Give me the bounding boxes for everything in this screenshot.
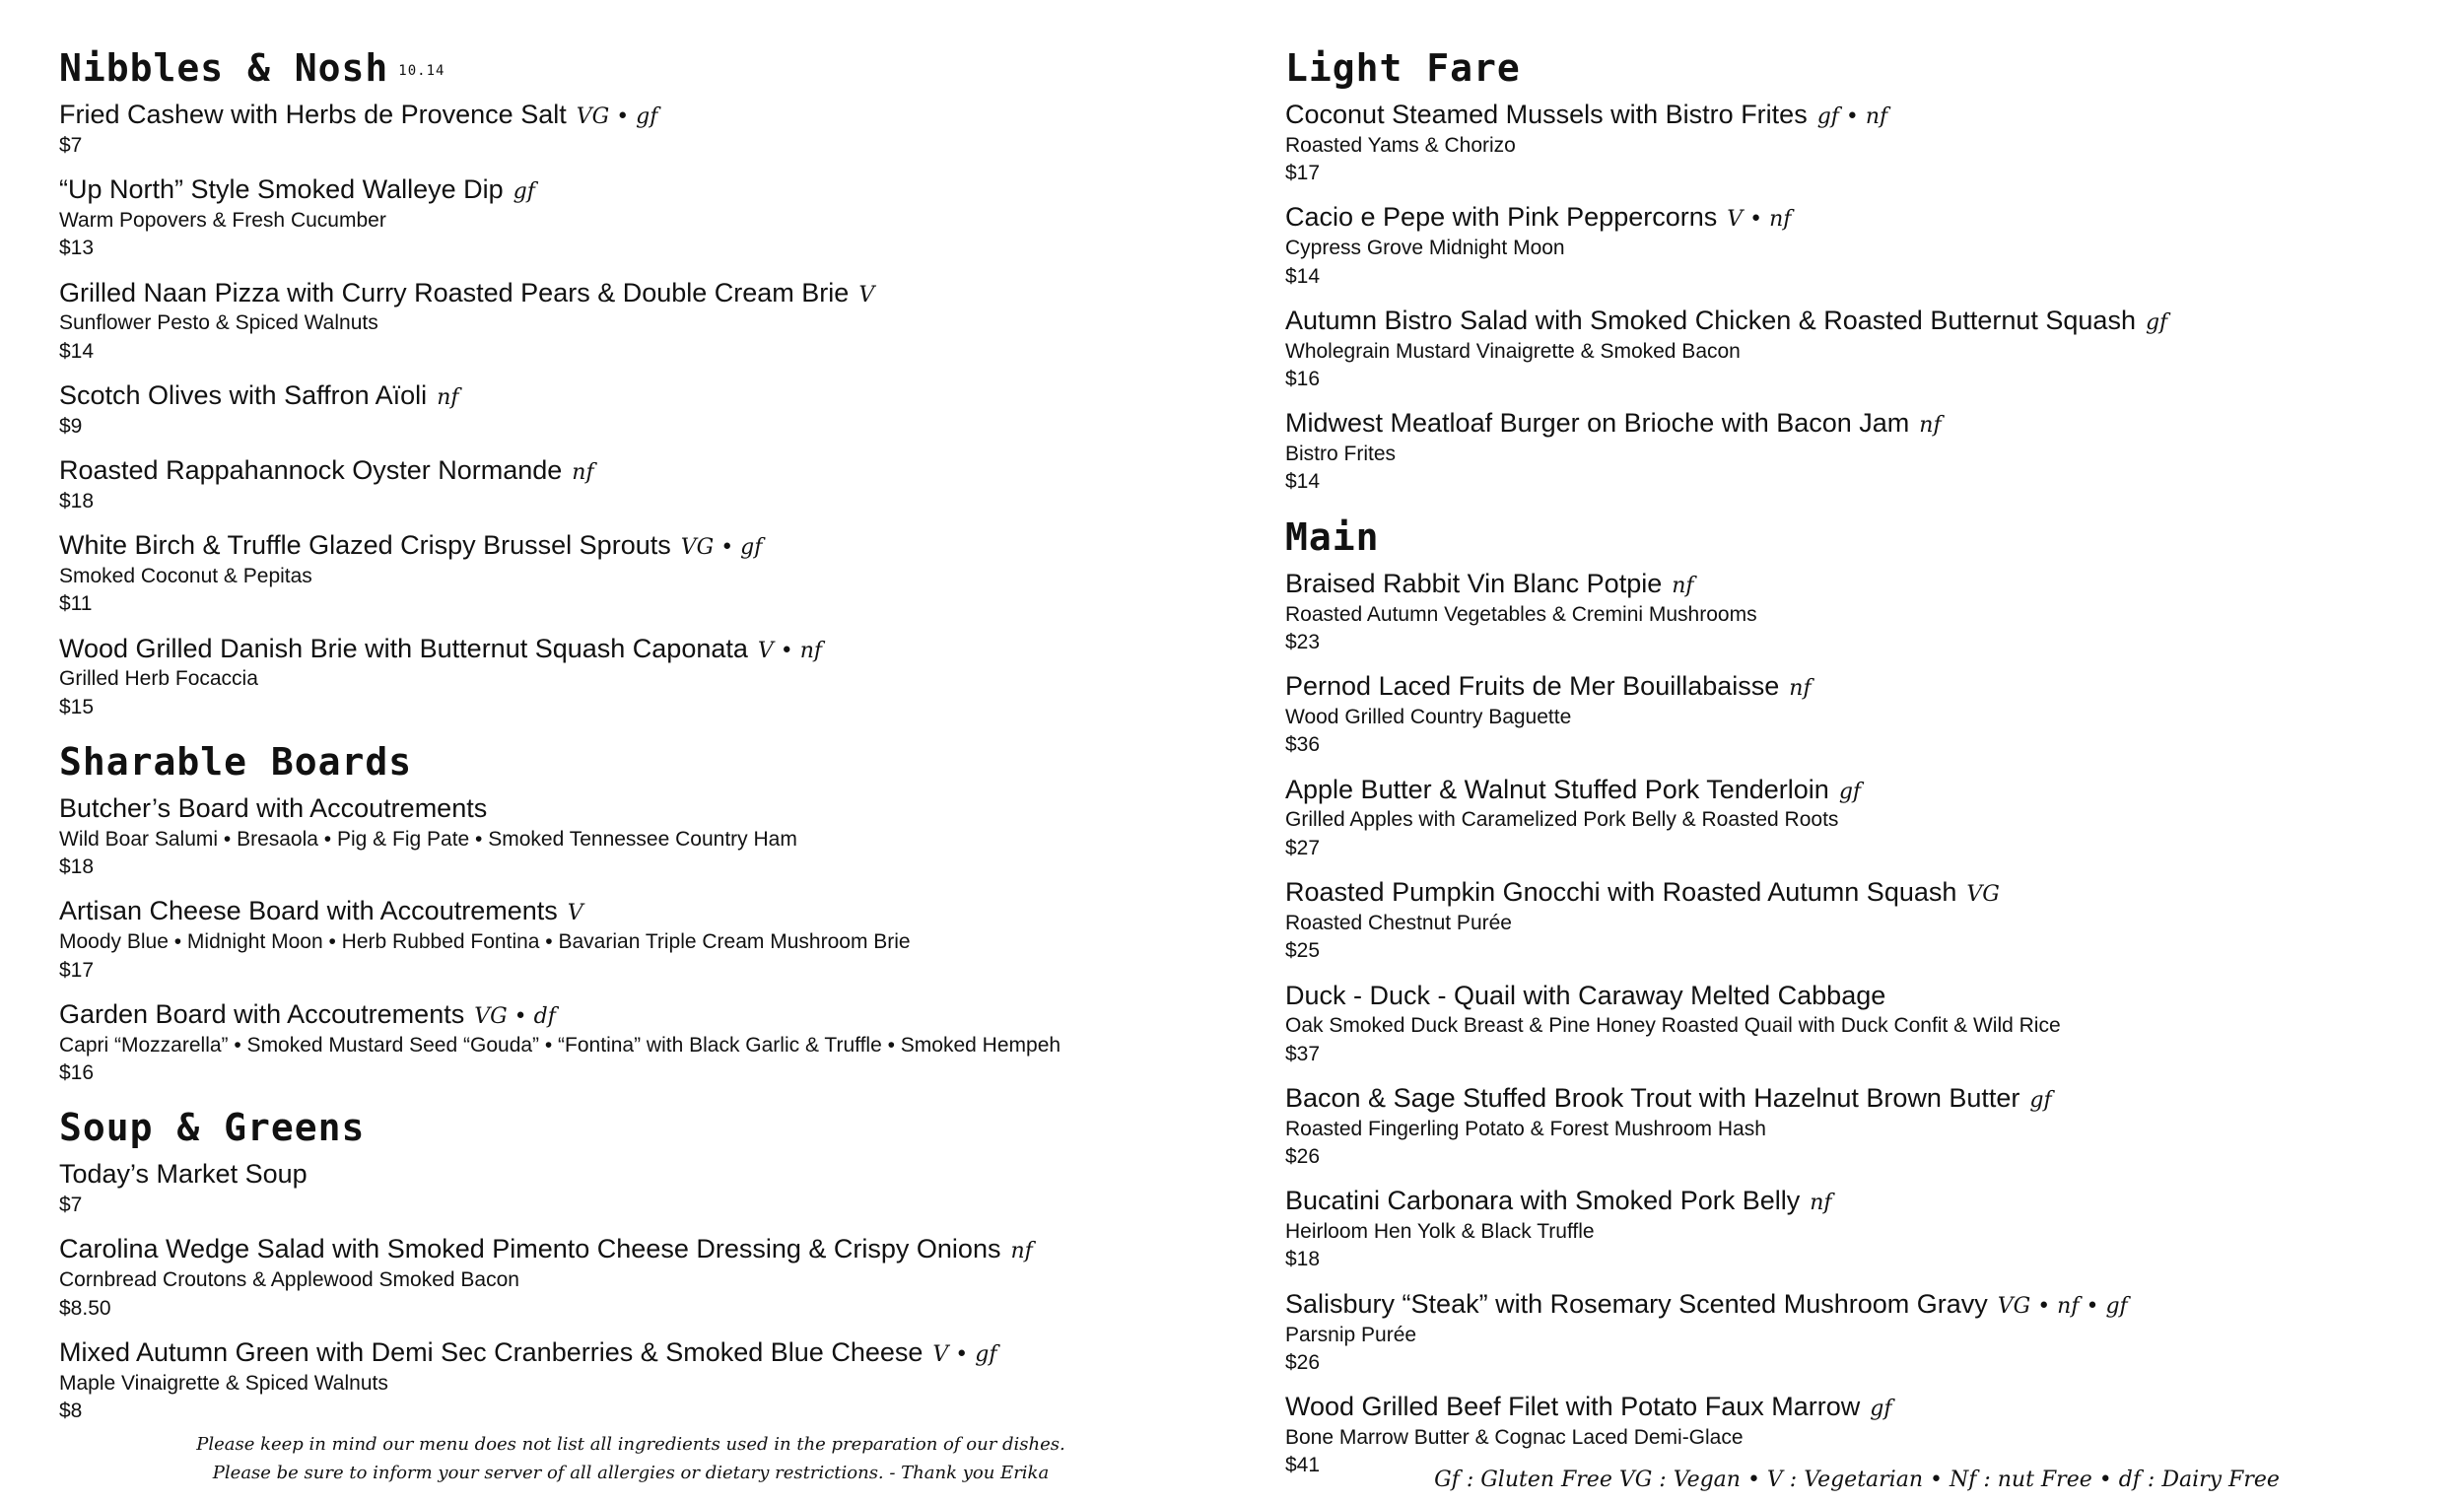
item-description: Roasted Autumn Vegetables & Cremini Mushrooms [1285, 602, 1757, 626]
item-description: Sunflower Pesto & Spiced Walnuts [59, 311, 378, 335]
menu-item [59, 1158, 1202, 1219]
section-light-fare [1285, 46, 2429, 497]
right-column [1285, 46, 2429, 1502]
menu-item [1285, 876, 2429, 965]
section-title: Soup & Greens [59, 1106, 366, 1150]
item-name: White Birch & Truffle Glazed Crispy Brussel Sprouts [59, 530, 671, 561]
allergy-note [59, 1431, 1202, 1488]
diet-tag: VG • gf [576, 104, 658, 129]
menu-item [1285, 980, 2429, 1068]
item-description: Smoked Coconut & Pepitas [59, 564, 312, 587]
menu-item [59, 1233, 1202, 1322]
menu-item [59, 792, 1202, 881]
item-name: Midwest Meatloaf Burger on Brioche with Bacon Jam [1285, 408, 1910, 439]
item-price: $25 [1285, 939, 1321, 963]
item-name: Roasted Rappahannock Oyster Normande [59, 455, 563, 486]
menu-item [1285, 568, 2429, 656]
diet-tag: VG • df [474, 1003, 556, 1029]
diet-tag: nf [1672, 573, 1694, 598]
item-name: Salisbury “Steak” with Rosemary Scented Mushroom Gravy [1285, 1288, 1988, 1319]
menu-item [59, 454, 1202, 515]
diet-tag: V • nf [1727, 207, 1792, 233]
menu-item [1285, 1288, 2429, 1377]
item-name: Bacon & Sage Stuffed Brook Trout with Hazelnut Brown Butter [1285, 1082, 2020, 1113]
menu-item [59, 529, 1202, 618]
diet-tag: V [567, 901, 583, 926]
menu-item [1285, 305, 2429, 393]
item-name: Scotch Olives with Saffron Aïoli [59, 379, 428, 410]
item-description: Cornbread Croutons & Applewood Smoked Bacon [59, 1268, 519, 1292]
menu-item [1285, 1185, 2429, 1273]
menu-item [59, 998, 1202, 1087]
item-price: $37 [1285, 1042, 1321, 1065]
diet-tag: gf • nf [1816, 104, 1888, 129]
item-description: Bistro Frites [1285, 443, 1397, 466]
item-description: Roasted Chestnut Purée [1285, 911, 1512, 934]
item-name: Carolina Wedge Salad with Smoked Pimento Cheese Dressing & Crispy Onions [59, 1234, 1001, 1264]
item-price: $17 [1285, 162, 1321, 185]
item-description: Heirloom Hen Yolk & Black Truffle [1285, 1220, 1595, 1244]
item-price: $14 [59, 339, 95, 363]
item-price: $14 [1285, 264, 1321, 288]
section-main [1285, 514, 2429, 1480]
diet-tag: nf [1810, 1191, 1832, 1216]
section-title: Sharable Boards [59, 740, 413, 785]
section-soup-greens [59, 1106, 1202, 1425]
diet-tag: VG [1966, 882, 2000, 908]
diet-tag: V [858, 282, 875, 307]
item-name: Pernod Laced Fruits de Mer Bouillabaisse [1285, 671, 1780, 702]
menu-item [1285, 201, 2429, 290]
diet-tag: nf [1789, 676, 1812, 702]
menu-item [1285, 774, 2429, 862]
item-price: $23 [1285, 630, 1321, 653]
item-name: Apple Butter & Walnut Stuffed Pork Tenderloin [1285, 774, 1829, 804]
item-price: $7 [59, 1194, 83, 1217]
menu-item [59, 1336, 1202, 1425]
item-description: Bone Marrow Butter & Cognac Laced Demi-Glace [1285, 1426, 1744, 1449]
diet-tag: nf [1919, 413, 1942, 439]
item-price: $14 [1285, 470, 1321, 494]
item-price: $18 [59, 489, 95, 512]
item-price: $15 [59, 695, 95, 718]
item-price: $27 [1285, 836, 1321, 859]
item-price: $11 [59, 592, 93, 616]
menu-item [59, 633, 1202, 721]
item-name: Roasted Pumpkin Gnocchi with Roasted Autumn Squash [1285, 877, 1957, 908]
left-column [59, 46, 1202, 1447]
item-description: Wholegrain Mustard Vinaigrette & Smoked Bacon [1285, 339, 1741, 363]
diet-tag: gf [2029, 1087, 2052, 1113]
allergy-note-line: Please be sure to inform your server of all allergies or dietary restrictions. - Thank you Erika [212, 1462, 1050, 1483]
item-price: $26 [1285, 1350, 1321, 1374]
item-name: Duck - Duck - Quail with Caraway Melted Cabbage [1285, 980, 1886, 1010]
item-description: Grilled Herb Focaccia [59, 667, 258, 691]
section-title: Main [1285, 514, 1380, 559]
item-price: $16 [59, 1061, 95, 1084]
item-description: Roasted Fingerling Potato & Forest Mushroom Hash [1285, 1117, 1766, 1140]
menu-item [1285, 407, 2429, 496]
item-name: Bucatini Carbonara with Smoked Pork Belly [1285, 1186, 1801, 1216]
item-name: Cacio e Pepe with Pink Peppercorns [1285, 202, 1718, 233]
item-name: Butcher’s Board with Accoutrements [59, 793, 488, 824]
item-price: $7 [59, 133, 83, 157]
item-price: $13 [59, 237, 95, 260]
section-sharable-boards [59, 740, 1202, 1087]
diet-legend: Gf : Gluten Free VG : Vegan • V : Vegetarian • Nf : nut Free • df : Dairy Free [1434, 1468, 2280, 1492]
item-name: Braised Rabbit Vin Blanc Potpie [1285, 568, 1663, 598]
item-price: $8 [59, 1399, 83, 1422]
item-description: Roasted Yams & Chorizo [1285, 133, 1516, 157]
diet-tag: gf [1838, 779, 1862, 804]
item-price: $8.50 [59, 1296, 111, 1320]
item-price: $18 [59, 855, 95, 879]
item-description: Wood Grilled Country Baguette [1285, 705, 1572, 728]
item-name: Garden Board with Accoutrements [59, 998, 465, 1029]
diet-tag: nf [1010, 1239, 1033, 1264]
section-nibbles-nosh [59, 46, 1202, 721]
item-name: Wood Grilled Beef Filet with Potato Faux Marrow [1285, 1392, 1861, 1422]
item-price: $18 [1285, 1248, 1321, 1271]
diet-tag: V • gf [932, 1341, 997, 1367]
section-title: Light Fare [1285, 46, 1521, 90]
menu-item [1285, 1082, 2429, 1171]
menu-item [59, 379, 1202, 441]
item-description: Wild Boar Salumi • Bresaola • Pig & Fig Pate • Smoked Tennessee Country Ham [59, 827, 797, 851]
item-name: Fried Cashew with Herbs de Provence Salt [59, 100, 567, 129]
item-description: Moody Blue • Midnight Moon • Herb Rubbed Fontina • Bavarian Triple Cream Mushroom Brie [59, 930, 911, 954]
menu-item [1285, 670, 2429, 759]
diet-tag: nf [437, 384, 459, 410]
item-name: Mixed Autumn Green with Demi Sec Cranberries & Smoked Blue Cheese [59, 1336, 924, 1367]
menu-item [59, 277, 1202, 366]
item-name: Autumn Bistro Salad with Smoked Chicken & Roasted Butternut Squash [1285, 305, 2136, 335]
item-price: $16 [1285, 367, 1321, 390]
item-name: “Up North” Style Smoked Walleye Dip [59, 174, 504, 205]
item-price: $41 [1285, 1454, 1321, 1477]
item-name: Today’s Market Soup [59, 1159, 308, 1190]
item-price: $17 [59, 958, 95, 982]
item-name: Coconut Steamed Mussels with Bistro Frites [1285, 100, 1808, 129]
item-name: Grilled Naan Pizza with Curry Roasted Pears & Double Cream Brie [59, 277, 850, 307]
allergy-note-line: Please keep in mind our menu does not list all ingredients used in the preparation of our dishes. [196, 1434, 1065, 1455]
item-price: $36 [1285, 733, 1321, 757]
menu-item [59, 99, 1202, 160]
item-description: Maple Vinaigrette & Spiced Walnuts [59, 1371, 388, 1395]
diet-tag: V • nf [757, 638, 823, 663]
item-description: Warm Popovers & Fresh Cucumber [59, 208, 386, 232]
menu-item [59, 173, 1202, 262]
item-name: Artisan Cheese Board with Accoutrements [59, 896, 558, 926]
diet-tag: gf [513, 179, 535, 205]
item-price: $9 [59, 414, 83, 438]
item-name: Wood Grilled Danish Brie with Butternut Squash Caponata [59, 633, 748, 663]
menu-date: 10.14 [398, 62, 445, 79]
menu-item [59, 895, 1202, 984]
diet-tag: gf [2145, 309, 2168, 335]
item-price: $26 [1285, 1145, 1321, 1169]
section-title: Nibbles & Nosh 10.14 [59, 46, 445, 90]
item-description: Grilled Apples with Caramelized Pork Belly & Roasted Roots [1285, 808, 1839, 832]
diet-tag: VG • gf [680, 535, 763, 561]
diet-tag: nf [572, 460, 594, 486]
menu-item [1285, 99, 2429, 187]
diet-tag: VG • nf • gf [1997, 1293, 2128, 1319]
item-description: Parsnip Purée [1285, 1323, 1417, 1346]
item-description: Capri “Mozzarella” • Smoked Mustard Seed “Gouda” • “Fontina” with Black Garlic & Truffle • Smoked Hempeh [59, 1033, 1061, 1057]
item-description: Oak Smoked Duck Breast & Pine Honey Roasted Quail with Duck Confit & Wild Rice [1285, 1014, 2061, 1038]
item-description: Cypress Grove Midnight Moon [1285, 237, 1565, 260]
diet-tag: gf [1870, 1397, 1892, 1422]
